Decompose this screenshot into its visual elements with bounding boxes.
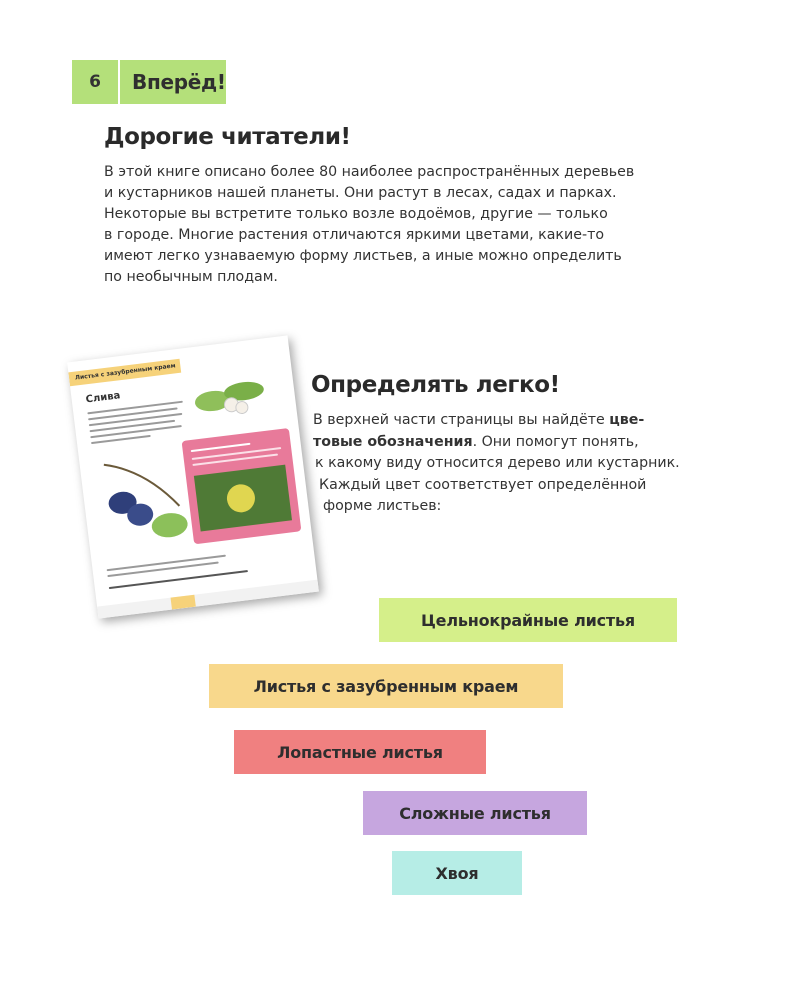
- identify-line: [313, 410, 753, 432]
- intro-line: и кустарников нашей планеты. Они растут в лесах, садах и парках.: [104, 185, 617, 201]
- identify-line: форме листьев:: [323, 498, 442, 514]
- identify-line: Каждый цвет соответствует определённой: [319, 476, 647, 493]
- callout-photo: [194, 465, 292, 532]
- identify-line: [313, 432, 753, 454]
- page-number: 6: [89, 72, 101, 92]
- identify-text: В верхней части страницы вы найдёте: [313, 412, 610, 428]
- thumbnail-color-bar: Листья с зазубренным краем: [68, 359, 181, 387]
- section-title: Вперёд!: [132, 70, 226, 94]
- fruit-photo: [225, 483, 256, 514]
- intro-line: в городе. Многие растения отличаются яркими цветами, какие-то: [104, 227, 605, 243]
- identify-line: к какому виду относится дерево или кустарник.: [315, 455, 680, 471]
- intro-paragraph: [104, 162, 714, 288]
- identify-text: . Они помогут понять,: [472, 433, 639, 450]
- legend-serrated-leaves: Листья с зазубренным краем: [209, 664, 563, 708]
- legend-needles: Хвоя: [392, 851, 522, 895]
- sample-page-thumbnail: [67, 335, 319, 618]
- intro-heading: Дорогие читатели!: [104, 124, 351, 150]
- identify-heading: Определять легко!: [311, 372, 560, 398]
- legend-lobed-leaves: Лопастные листья: [234, 730, 486, 774]
- intro-line: Некоторые вы встретите только возле водоёмов, другие — только: [104, 206, 608, 222]
- thumbnail-footer-tab: [171, 595, 196, 610]
- thumbnail-callout: [182, 428, 302, 544]
- intro-line: по необычным плодам.: [104, 269, 278, 285]
- intro-line: В этой книге описано более 80 наиболее распространённых деревьев: [104, 164, 635, 180]
- thumbnail-title: Слива: [85, 390, 121, 406]
- blossom-illustration: [179, 363, 286, 439]
- identify-bold-text: цве-: [609, 412, 645, 428]
- callout-text-line: [191, 443, 251, 452]
- intro-line: имеют легко узнаваемую форму листьев, а иные можно определить: [104, 248, 622, 264]
- legend-entire-leaves: Цельнокрайные листья: [379, 598, 677, 642]
- legend-compound-leaves: Сложные листья: [363, 791, 587, 835]
- section-header: [72, 60, 226, 104]
- identify-paragraph: [313, 410, 753, 518]
- identify-bold-text: товые обозначения: [313, 433, 473, 450]
